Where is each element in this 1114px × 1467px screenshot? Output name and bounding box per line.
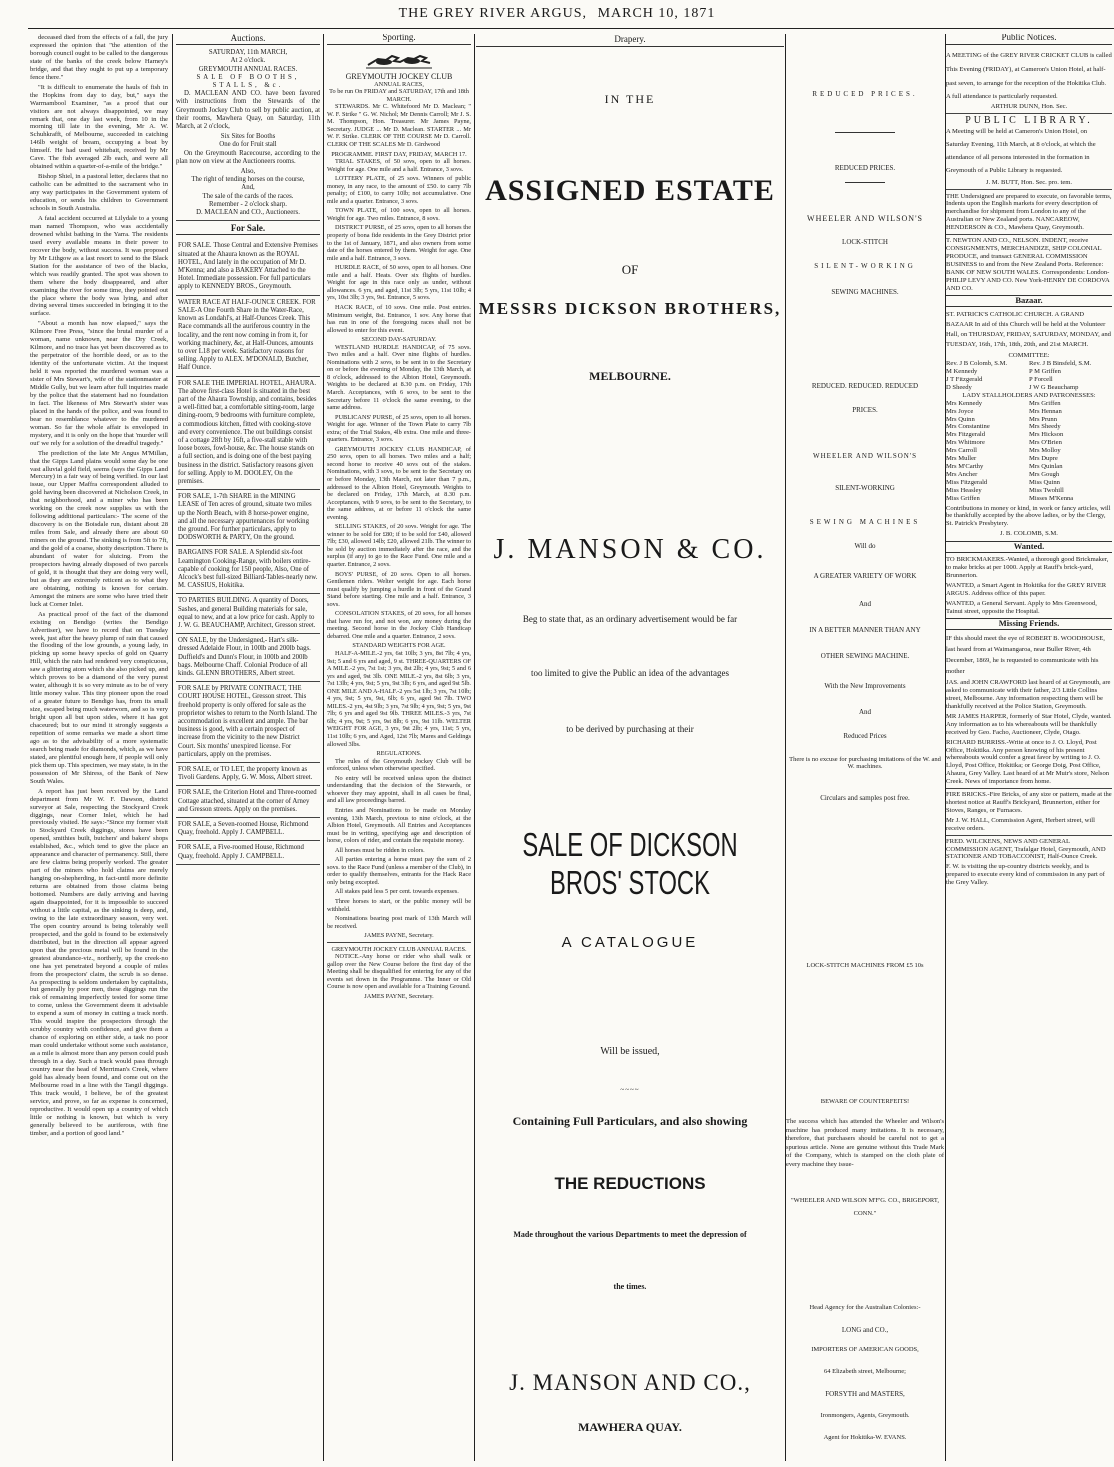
beg-line: Beg to state that, as an ordinary advertisement would be far (522, 614, 738, 624)
news-paragraph: A fatal accident occurred at Lilydale to a young man named Thompson, who was accidentally drowned whilst bathing in the Yarra. The residents used every available means in their power to recover the body, without success. It was proposed by Mr Lithgow as a last resort to send to the Black Station for the assistance of two of the blacks, which was readily granted. The spot was shown to them where the body disappeared, and after examining the river for some time, they pointed out the place where the body was lying, and after diving several times succeeded in bringing it to the surface. (30, 214, 168, 318)
committee-row (946, 360, 1112, 368)
of-line: OF (621, 262, 639, 277)
sewing-line: 64 Elizabeth street, Melbourne; (824, 1368, 906, 1375)
race-entry: DISTRICT PURSE, of 25 sovs, open to all horses the property of bona fide residents in the Grey District prior to the 1st of January, 1871, and also owners from some date of the horses entered by them. Weight for age. One mile and a half. Entrance, 3 sovs. (327, 224, 471, 262)
committee-member: P Forcell (1029, 376, 1053, 384)
race-dates: To be run On FRIDAY and SATURDAY, 17th and 18th MARCH. (329, 88, 469, 103)
patroness: Mrs Whitmore (946, 439, 985, 447)
committee-member: Rev. J B Binsfeld, S.M. (1029, 360, 1092, 368)
library-signature: J. M. BUTT, Hon. Sec. pro. tem. (946, 179, 1112, 190)
missing-ad: JAS. and JOHN CRAWFORD last heard of at Greymouth, are asked to communicate with their father, 2/3 Little Collins street, Melbourne. Any information respecting them will be thankfully received at the Police Station, Greymouth. (946, 679, 1111, 711)
club-name: GREYMOUTH JOCKEY CLUB (345, 72, 453, 82)
made-line: Made throughout the various Departments to meet the depression of (513, 1230, 747, 1239)
public-notices-column (946, 34, 1112, 1464)
missing-heading: Missing Friends. (946, 618, 1112, 630)
divider (845, 182, 885, 183)
sewing-line: LONG and CO., (841, 1326, 889, 1334)
auction-line: SATURDAY, 11th MARCH, (208, 49, 288, 57)
patroness-row (946, 495, 1112, 503)
auction-item: One do for Fruit stall (219, 141, 277, 149)
news-paragraph: The prediction of the late Mr Angus M'Millan, that the Gipps Land plains would some day be one vast alluvial gold field, seems (says the Gipps Land Mercury) in a fair way of being verified. In our last issue, our Upper Maffra correspondent alluded to gold having been discovered at Nicholson Creek, in that neighborhood, and a miner who has been working on the creek now supplies us with the following additional particulars:- The scene of the discovery is on the Boisdale run, distant about 28 miles from Sale, and already there are about 60 miners on the ground. The sinking is from 5ft to 7ft, and the gold of a coarse, shotty description. There is abundant of water for sluicing. From the prospectors having already disposed of two parcels of gold, it is thought that they are doing very well, but as they are extremely reticent as to what they are obtaining, nothing is known for certain. Amongst the miners are some who have tried their luck at Corner Inlet. (30, 449, 168, 608)
sewing-line: SILENT-WORKING (814, 262, 916, 270)
sewing-line: Circulars and samples post free. (820, 794, 910, 802)
notice-club: GREYMOUTH JOCKEY CLUB ANNUAL RACES. (331, 945, 467, 953)
sale-ad: FOR SALE, 1-7th SHARE in the MINING LEASE of Ten acres of ground, situate two miles up the North Beach, with 8 horse-power engine, and all the necessary appurtenances for working the ground. For further particulars, apply to DODSWORTH & PARTY, On the ground. (176, 490, 320, 546)
regulation: Nominations bearing post mark of 13th March will be received. (327, 915, 471, 930)
sale-ad: ON SALE, by the Undersigned,- Hart's silk-dressed Adelaide Flour, in 100lb and 200lb bags. Duffield's and Dunn's Flour, in 100lb and 200lb bags. Melbourne Chaff. Colonial Produce of all kinds. GLENN BROTHERS, Albert street. (176, 634, 320, 682)
sewing-line: The success which has attended the Wheeler and Wilson's machine has produced many imitations. It is necessary, therefore, that purchasers should be careful not to get a spurious article. None are genuine without this Trade Mark of the Company, which is stamped on the cloth plate of every machine they issue- (786, 1118, 944, 1168)
auction-body: D. MACLEAN AND CO. have been favored with instructions from the Stewards of the Greymouth Jockey Club to sell by public auction, at their rooms, Mawhera Quay, on Saturday, 11th March, at 2 o'clock, (176, 90, 320, 131)
wanted-heading: Wanted. (946, 541, 1112, 553)
sale-ad: BARGAINS FOR SALE. A Splendid six-foot Leamington Cooking-Range, with boilers entire-capable of cooking for 150 people, Also, One of Alcock's best full-sized Billiard-Tables-nearly new. M. CASSIUS, Hokitika. (176, 546, 320, 594)
containing-line: Containing Full Particulars, and also showing (512, 1114, 748, 1128)
manson-and-co-title: J. MANSON AND CO., (509, 1370, 751, 1395)
regulation: All horses must be ridden in colors. (335, 846, 425, 854)
sewing-line: SEWING MACHINES. (831, 288, 899, 296)
cricket-signature: ARTHUR DUNN, Hon. Sec. (946, 103, 1112, 114)
cricket-notice: A MEETING of the GREY RIVER CRICKET CLUB is called This Evening (FRIDAY), at Cameron's Union Hotel, at half-past seven, to arrange for the reception of the Hokitika Club. (946, 51, 1112, 87)
regulation: The rules of the Greymouth Jockey Club will be enforced, unless when otherwise specified. (327, 757, 471, 773)
committee-member: Rev. J B Colomb, S.M. (946, 360, 1008, 368)
sewing-line: SILENT-WORKING (835, 484, 895, 492)
patroness: Mrs Prunn (1029, 415, 1058, 423)
patroness: Mrs Gough (1029, 470, 1060, 478)
mawhera-quay-line: MAWHERA QUAY. (578, 1420, 682, 1434)
drapery-advert (476, 34, 784, 1454)
sale-ad: WATER RACE AT HALF-OUNCE CREEK. FOR SALE-A One Fourth Share in the Water-Race, known as Londahl's, at Half-Ounces Creek. This Race commands all the auriferous country in the locality, and the rent now coming in from it, for working machinery, &c, at Half-Ounces, amounts to over L18 per week. Satisfactory reasons for selling. Apply to ALEX. M'DONALD, Butcher, Half Ounce. (176, 296, 320, 377)
patroness: Mrs O'Brien (1029, 439, 1062, 447)
committee-heading: COMMITTEE: (1008, 352, 1050, 360)
sale-title: SALE OF DICKSON BROS' STOCK (522, 826, 738, 901)
patroness-row (946, 455, 1112, 463)
masthead (0, 6, 1114, 22)
racehorse-engraving (327, 49, 471, 74)
patroness: Mrs Ancher (946, 470, 978, 478)
fire-bricks-ad: FIRE BRICKS.-Fire Bricks, of any size or pattern, made at the shortest notice at Rauff's Brickyard, Brunnerton, either for Stoves, Ranges, or Furnaces. (946, 788, 1112, 815)
catalogue-line: A CATALOGUE (561, 934, 699, 951)
assigned-estate-title: ASSIGNED ESTATE (485, 174, 775, 207)
news-paragraph: deceased died from the effects of a fall, the jury expressed the opinion that "the attention of the borough council ought to be called to the dangerous state of the banks of the creek below Harney's bridge, and that they ought to put up a temporary fence there." (30, 34, 168, 81)
race-entry: WESTLAND HURDLE HANDICAP, of 75 sovs. Two miles and a half. Over nine flights of hurdles. Nominations with 2 sovs, to be sent in to the Secretary on or before the evening of Monday, the 13th March, at 8 o'clock, addressed to the Albion Hotel, Greymouth. Weights to be declared at 8.30 p.m. on Friday, 17th March. Acceptances, with 6 sovs, to be sent to the Secretary before 11 o'clock the same evening, to the same address. (327, 343, 471, 412)
patroness-row (946, 400, 1112, 408)
fire-bricks-ad: Mr J. W. HALL, Commission Agent, Herbert street, will receive orders. (946, 816, 1095, 832)
patroness-row (946, 431, 1112, 439)
patroness: Mrs Quinlan (1029, 463, 1063, 470)
auction-line: GREYMOUTH ANNUAL RACES. (198, 65, 298, 73)
sale-ad: FOR SALE, or TO LET, the property known as Tivoli Gardens. Apply, G. W. Moss, Albert street. (176, 763, 320, 786)
race-entry: HURDLE RACE, of 50 sovs, open to all horses. One mile and a half. Heats. Over six flights of hurdles. Weight for age in this race only as under, without allowances. 6 yrs, and aged, 11st 3lb; 5 yrs, 11st 10lb; 4 yrs, 10st 3lb; 3 yrs, 9st. Entrance, 5 sovs. (327, 264, 471, 302)
in-the-line: IN THE (604, 92, 656, 106)
wanted-ad: WANTED, a General Servant. Apply to Mrs Greenwood, Tainui street, opposite the Hospital. (946, 599, 1097, 615)
sewing-line: Agent for Hokitika-W. EVANS. (823, 1434, 907, 1441)
melbourne-line: MELBOURNE. (589, 369, 671, 383)
sewing-line: Will do (854, 542, 876, 550)
paper-date: MARCH 10, 1871 (597, 6, 716, 21)
drapery-heading: Drapery. (476, 34, 784, 47)
sewing-line: With the New Improvements (824, 682, 906, 690)
auction-item: The right of tending horses on the course, (191, 176, 305, 184)
race-entry: LOTTERY PLATE, of 25 sovs. Winners of public money, in any race, to the amount of £50. to carry 7lb penalty; of £100, to carry 10lb; not accumulative. One mile and a quarter. Entrance, 3 sovs. (327, 175, 471, 205)
sewing-advert (786, 34, 944, 1454)
auction-item: D. MACLEAN and CO., Auctioneers. (176, 209, 320, 221)
sewing-line: WHEELER AND WILSON'S (813, 452, 917, 460)
sale-ad: FOR SALE THE IMPERIAL HOTEL, AHAURA. The above first-class Hotel is situated in the best part of the Ahaura Township, and contains, besides a well-fitted bar, a comfortable sitting-room, large dining-room, 9 bedrooms with furniture complete, a commodious kitchen, fitted with cooking-stove and every convenience. The out buildings consist of a cottage 28ft by 16ft, a five-stall stable with loose boxes, fowl-house, &c. The house stands on a full section, and is doing one of the best paying business in the district. Satisfactory reasons given for selling. Apply to M. DOOLEY, On the premises. (176, 377, 320, 491)
sporting-column (327, 34, 471, 1467)
sewing-line: BEWARE OF COUNTERFEITS! (820, 1098, 910, 1105)
nancarrow-notice: THE Undersigned are prepared to execute, on favorable terms, Indents upon the English markets for every description of merchandise for shipment from London to any of the Australian or New Zealand ports. NANCAREOW, HENDERSON & CO., Mawhera Quay, Greymouth. (946, 192, 1112, 232)
news-paragraph: "About a month has now elapsed," says the Kilmore Free Press, "since the brutal murder of a woman, name unknown, near the Dry Creek, Kilmore, and no trace has yet been discovered as to the perpetrator of the horrible deed, or as to the identity of the unfortunate victim. At the inquest held it was reported the murdered woman was a sister of Mrs Stewart's, wife of the stationmaster at Middle Gully, but we learn after full inquiries made by the police that the statement had no foundation in fact. The likeness of Mrs Stewart's sister was placed in the hands of the police, and was found to bear no resemblance whatever to the murdered woman. So far the whole affair is enveloped in mystery, and it is only on the hope that 'murder will out' we rely for a solution of the dreadful tragedy." (30, 320, 168, 447)
sale-ad: FOR SALE, the Criterion Hotel and Three-roomed Cottage attached, situated at the corner of Arney and Gresson streets. Apply on the premises. (176, 786, 320, 818)
column-rule (172, 34, 173, 1461)
paper-title: THE GREY RIVER ARGUS, (398, 6, 588, 21)
club-notice: NOTICE.-Any horse or rider who shall walk or gallop over the New Course before the first day of the Meeting shall be disqualified for entering for any of the events set down in the Programme. The Inner or Old Course is now open and available for a Training Ground. (327, 953, 471, 991)
committee-row (946, 368, 1112, 376)
committee-member: J T Fitzgerald (946, 376, 983, 384)
race-entry: CONSOLATION STAKES, of 20 sovs, for all horses that have run for, and not won, any money during the meeting. Second horse in the Jockey Club Handicap debarred. One mile and a quarter. Entrance, 2 sovs. (327, 610, 471, 640)
library-notice: A Meeting will be held at Cameron's Union Hotel, on Saturday Evening, 11th March, at 8 o'clock, at which the attendance of all persons interested in the formation in Greymouth of a Public Library is requested. (946, 127, 1096, 174)
bazaar-heading: Bazaar. (946, 295, 1112, 307)
sewing-line: LOCK-STITCH MACHINES FROM £5 10s (806, 962, 924, 969)
patroness-row (946, 479, 1112, 487)
news-paragraph: Bishop Shiel, in a pastoral letter, declares that no catholic can be admitted to the sacrament who in any way participates in the Government system of education, or sends his children to Government schools in South Australia. (30, 173, 168, 213)
regulation: Three horses to start, or the public money will be withheld. (327, 897, 471, 913)
patroness: Mrs Molloy (1029, 447, 1061, 455)
committee-row (946, 376, 1112, 384)
programme-heading: PROGRAMME. FIRST DAY, FRIDAY, MARCH 17. (331, 150, 467, 158)
wanted-ad: TO BRICKMAKERS.-Wanted, a thorough good Brickmaker, to make bricks at per 1000. Apply at Rauff's brick-yard, Brunnerton. (946, 556, 1109, 579)
reductions-title: THE REDUCTIONS (554, 1174, 706, 1193)
messrs-line: MESSRS DICKSON BROTHERS, (478, 299, 782, 318)
auction-item: Six Sites for Booths (220, 133, 276, 141)
column-rule (323, 34, 324, 1461)
wilckens-ad: FRED. WILCKENS, NEWS AND GENERAL COMMISSION AGENT, Trafalgar Hotel, Greymouth, AND STATIONER AND TOBACCONIST, Half-Ounce Creek. (946, 835, 1112, 862)
club-sub: ANNUAL RACES, (374, 80, 424, 88)
forsale-heading: For Sale. (176, 224, 320, 235)
committee-member: M Kennedy (946, 368, 978, 376)
second-day-heading: SECOND DAY-SATURDAY. (361, 336, 437, 344)
wilckens-ad: F. W. is visiting the up-country districts weekly, and is prepared to execute every kind of commission in any part of the Grey Valley. (946, 863, 1105, 887)
sewing-line: IN A BETTER MANNER THAN ANY (809, 626, 921, 634)
auction-line: At 2 o'clock. (230, 57, 266, 65)
sewing-line: IMPORTERS OF AMERICAN GOODS, (811, 1346, 919, 1353)
regulation: All parties entering a horse must pay the sum of 2 sovs. to the Race Fund (unless a member of the Club), in order to qualify themselves, entrants for the Hack Race only being excepted. (327, 856, 471, 886)
race-entry: TOWN PLATE, of 100 sovs, open to all horses. Weight for age. Two miles. Entrance, 8 sovs. (327, 207, 471, 222)
sewing-line: There is no excuse for purchasing imitations of the W. and W. machines. (789, 756, 941, 770)
sale-ad: FOR SALE, a Five-roomed House, Richmond Quay, freehold. Apply J. CAMPBELL. (176, 841, 320, 864)
auction-item: Remember - 2 o'clock sharp. (208, 200, 288, 208)
cricket-notice: A full attendance is particularly requested. (946, 92, 1058, 100)
committee-member: J W G Beauchamp (1029, 383, 1079, 391)
weights-table: HALF-A-MILE.-2 yrs, 6st 10lb; 3 yrs, 8st 7lb; 4 yrs, 9st; 5 and 6 yrs and aged, 9 st. THREE-QUARTERS OF A MILE.-2 yrs, 7st 1st; 3 yrs, 8st 2lb; 4 yrs, 9st; 5 and 6 yrs and aged, 9st 3lb. ONE MILE.-2 yrs, 8st 6lb; 3 yrs, 7st 13lb; 4 yrs, 9st; 5 yrs, 9st 3lb; 6 yrs, and aged 9st 5lb. ONE MILE AND A-HALF.-2 yrs 5st 1lb; 3 yrs, 7st 10lb; 4 yrs, 9st; 5 yrs, 9st, 6lb; 6 yrs, aged 9st 7lb. TWO MILES.-2 yrs, 4st 9lb; 3 yrs, 7st 9lb; 4 yrs, 9st; 5 yrs, 9st 7lb; 6 yrs and aged 9st 9lb. THREE MILES.-3 yrs, 7st 6lb; 4 yrs, 9st; 5 yrs, 9st 8lb; 6 yrs, 9st 11lb. WELTER WEIGHT FOR AGE, 3 yrs, 9st 2lb; 4 yrs, 11st; 5 yrs, 11st 10lb; 6 yrs, and Aged, 12st 7lb; Mares and Geldings allowed 3lbs. (327, 650, 471, 748)
race-entry: SELLING STAKES, of 20 sovs. Weight for age. The winner to be sold for £80; if to be sold for £40, allowed 7lb; £30, allowed 14lb; £20, allowed 21lb. The winner to be sold by auction immediately after the race, and the surplus (if any) to go to the Race Fund. One mile and a quarter. Entrance, 2 sovs. (327, 523, 471, 568)
patroness-row (946, 408, 1112, 416)
ornament: ~~~~ (620, 1086, 640, 1094)
patroness: Miss Twohill (1029, 486, 1064, 494)
sewing-line: WHEELER AND WILSON'S (807, 214, 923, 223)
patroness: Mrs M'Carthy (946, 463, 984, 470)
sale-ad: FOR SALE, a Seven-roomed House, Richmond Quay, freehold. Apply J. CAMPBELL. (176, 818, 320, 841)
times-line: the times. (613, 1282, 647, 1291)
divider (835, 132, 895, 133)
auction-item: And, (241, 184, 255, 192)
race-entry: GREYMOUTH JOCKEY CLUB HANDICAP, of 250 sovs, open to all horses. Two miles and a half; second horse to receive 40 sovs out of the stakes. Nominations, with 3 sovs, to be sent to the Secretary on or before Monday, 13th March, not later than 7 p.m., addressed to the Albion Hotel, Greymouth. Weights to be declared on Friday, 17th March, at 8.30 p.m. Acceptances, with 9 sovs, to be sent to the Secretary, to the same address, at or before 11 o'clock the same evening. (327, 445, 471, 521)
sewing-line: Ironmongers, Agents, Greymouth. (820, 1412, 910, 1419)
wanted-ad: WANTED, a Smart Agent in Hokitika for the GREY RIVER ARGUS. Address office of this paper. (946, 581, 1107, 597)
sale-ad: TO PARTIES BUILDING. A quantity of Doors, Sashes, and general Building materials for sale, equal to new, and at a low price for cash. Apply to J. W. G. BEAUCHAMP, Architect, Gresson street. (176, 594, 320, 634)
public-notices-heading: Public Notices. (946, 34, 1112, 45)
patroness: Mrs Carroll (946, 447, 977, 455)
patroness: Mrs Dupre (1029, 455, 1058, 463)
missing-ad: IF this should meet the eye of ROBERT B. WOODHOUSE, last heard from at Waimangaroa, near Buller River, 4th December, 1869, he is requested to communicate with his mother (946, 635, 1105, 676)
committee-member: P M Griffen (1029, 368, 1061, 376)
manson-title: J. MANSON & CO. (493, 534, 767, 565)
patroness: Mrs Joyce (946, 407, 974, 415)
patroness: Miss Heasley (946, 486, 982, 494)
patroness: Mrs Quinn (946, 415, 975, 423)
regulation-signature: JAMES PAYNE, Secretary. (327, 932, 471, 943)
regulation: All stakes paid less 5 per cent. towards expenses. (335, 888, 459, 896)
sewing-line: PRICES. (852, 406, 878, 414)
sewing-line: REDUCED. REDUCED. REDUCED (811, 382, 919, 390)
auctions-heading: Auctions. (176, 34, 320, 45)
patroness-row (946, 439, 1112, 447)
sewing-line: And (858, 708, 872, 716)
race-entry: HACK RACE, of 10 sovs. One mile. Post entries. Minimum weight, 8st. Entrance, 1 sov. Any horse that has run in one of the foregoing races shall not be allowed to enter for this event. (327, 303, 471, 334)
missing-ad: RICHARD BURRISS.-Write at once to J. O. Lloyd, Post Office, Hokitika. Any person knowing of his present whereabouts would confer a great favor by writing to J. O. Lloyd, Post Office, Hokitika; or George Doig, Post Office, Ahaura, Grey Valley. Last heard of at Mr Muir's store, Nelson Creek. News of importance from home. (946, 738, 1110, 786)
patroness: Misses M'Kenna (1029, 494, 1074, 502)
auction-item: On the Greymouth Racecourse, according to the plan now on view at the Auctioneers rooms. (176, 149, 320, 165)
sewing-line: REDUCED PRICES. (812, 90, 918, 98)
sewing-line: Reduced Prices (843, 732, 887, 740)
auction-line: SALE OF BOOTHS, STALLS, &c. (196, 73, 300, 90)
race-entry: PUBLICANS' PURSE, of 25 sovs, open to all horses. Weight for age. Winner of the Town Plate to carry 7lb extra; of the Trial Stakes, 4lb extra. One mile and three-quarters. Entrance, 3 sovs. (327, 413, 471, 444)
patroness: Mrs Griffen (1029, 399, 1061, 407)
sewing-line: FORSYTH and MASTERS, (825, 1390, 905, 1398)
sewing-line: LOCK-STITCH (842, 238, 888, 246)
patroness-row (946, 463, 1112, 471)
column-rule (474, 34, 475, 1461)
patroness: Mrs Muller (946, 455, 977, 463)
contributions-signature: J. B. COLOMB, S.M. (1000, 530, 1058, 538)
committee-member: D Sheedy (946, 383, 972, 391)
patroness: Miss Griffen (946, 494, 980, 502)
will-be-line: Will be issued, (600, 1046, 660, 1057)
sale-ad: FOR SALE by PRIVATE CONTRACT, THE COURT HOUSE HOTEL, Gresson street. This freehold property is only offered for sale as the proprietor wishes to return to the North Island. The accommodation is excellent and ample. The bar business is good, with a certain prospect of increase from the vicinity to the new District Court. Six months' unexpired license. For particulars, apply on the premises. (176, 682, 320, 763)
patroness: Mrs Hennan (1029, 407, 1062, 415)
ladies-heading: LADY STALLHOLDERS AND PATRONESSES: (962, 391, 1096, 399)
patroness: Mrs Fitzgerald (946, 431, 986, 439)
notice-signature: JAMES PAYNE, Secretary. (364, 992, 434, 1000)
news-column (30, 34, 168, 1467)
regulation: No entry will be received unless upon the distinct understanding that the decision of the Stewards, or whoever they may appoint, shall in all cases be final, and all law proceedings barred. (327, 774, 471, 805)
patroness-row (946, 416, 1112, 424)
patroness-row (946, 471, 1112, 479)
regulations-heading: REGULATIONS. (376, 750, 422, 758)
patroness: Mrs Hickson (1029, 431, 1064, 439)
patroness-row (946, 423, 1112, 431)
sporting-heading: Sporting. (327, 34, 471, 45)
sewing-line: "WHEELER AND WILSON M'F'G. CO., BRIGEPORT, CONN." (791, 1197, 939, 1217)
patroness-row (946, 447, 1112, 455)
masthead-rule (28, 28, 1114, 29)
sewing-line: OTHER SEWING MACHINE. (820, 652, 910, 660)
patroness: Miss Fitzgerald (946, 478, 988, 486)
library-heading: PUBLIC LIBRARY. (965, 114, 1093, 126)
race-officials: STEWARDS. Mr C. Whitefoord Mr D. Maclean; " W. F. Strike " G. W. Nichol; Mr Dennis Carroll; Mr J. S. M. Thompson, Hon. Treasurer. Mr James Payne, Secretary. JUDGE ... Mr D. Maclean. STARTER ... Mr W. F. Strike. CLERK OF THE COURSE Mr D. Carroll. CLERK OF THE SCALES Mr D. Girdwood (327, 103, 471, 149)
patroness: Mrs Constantine (946, 423, 990, 431)
news-paragraph: "It is difficult to enumerate the hauls of fish in the Hopkins from day to day, but," says the Warrnambool Examiner, "as a proof that our visitors are not always disappointed, we may remark that, one day last week, from 10 in the morning till late in the evening, Mr A. W. Schuhkrafft, of Melbourne, succeeded in catching 146lb weight of bream, occupying a boat by himself. He had used whitebait, received by Mr Cave. The fish averaged 2lb each, and were all obtained within a quarter-of-a-mile of the bridge." (30, 83, 168, 171)
racehorse-icon (364, 49, 434, 71)
auction-item: The sale of the cards of the races. (202, 192, 294, 200)
missing-ad: MR JAMES HARPER, formerly of Star Hotel, Clyde, wanted. Any information as to his whereabouts will be thankfully received by Geo. Facho, Auctioneer, Clyde, Otago. (946, 712, 1112, 736)
race-entry: BOYS' PURSE, of 20 sovs. Open to all horses. Gentlemen riders. Welter weight for age. Each horse must qualify by jumping a hurdle in front of the Grand Stand before starting. One mile and a half. Entrance, 3 sovs. (327, 570, 471, 608)
sewing-line: And (858, 600, 872, 608)
sewing-line: A GREATER VARIETY OF WORK (813, 572, 917, 580)
patroness-row (946, 487, 1112, 495)
patroness: Mrs Sheedy (1029, 423, 1061, 431)
regulation: Entries and Nominations to be made on Monday evening, 13th March, previous to nine o'clock, at the Albion Hotel, Greymouth. All Entries and Acceptances must be in writing, specifying age and description of horse, colors of rider, and contain the requisite money. (327, 806, 471, 845)
derived-line: to be derived by purchasing at their (566, 724, 694, 734)
weights-heading: STANDARD WEIGHTS FOR AGE. (352, 642, 446, 650)
news-paragraph: A report has just been received by the Land department from Mr W. F. Dawson, district surveyor at Sale, respecting the Stockyard Creek diggings, near Corner Inlet, which he had previously visited. He says:-"Since my former visit to Stockyard Creek diggings, stores have been opened, smithies built, butchers' and bakers' shops established, &c., which tend to give the place an appearance and character of permanency. Still, there are few claims being properly worked. The greater part of the miners who hold claims are merely hanging on-shepherding, in fact-until more definite returns are obtained from those claims being bottomed. Numbers are daily arriving and having again disappointed, for it is impossible to succeed without a little capital, as the sinking is deep, and, owing to the late extraordinary season, very wet. The open country around is being tolerably well prospected, and the gold is found to be extensively distributed, but in the direction all appear agreed upon that the precious metal will be found in the greatest abundance-viz., northerly, up the creek-no one has yet penetrated beyond a couple of miles from the prospectors' claim, the scrub is so dense. As prospecting is seldom undertaken by capitalists, but generally by poor men, these diggings run the risk of remaining imperfectly tested for some time to come, unless the Government deem it advisable to expend a sum of money in cutting a track north. This would inspire the prospectors through the scrubby country with confidence, and give them a chance of exploring on either side, a task no poor man could undertake without some such assistance, as a mile is almost more than any person could push through in a day. Such a track would pass through country near the head of Merriman's Creek, where gold has already been found, and come out on the Melbourne road in a line with the Tangil diggings. This track would, I believe, be of the greatest service, and prove, so far as expense is concerned, reproductive. It would open up a country of which little or nothing is known, but which is very generally believed to be auriferous, with fine timber, and a portion of good land." (30, 787, 168, 1137)
sewing-line: Head Agency for the Australian Colonies:- (809, 1304, 921, 1311)
newton-notice: T. NEWTON AND CO., NELSON. INDENT, receive CONSIGNMENTS, MERCHANDIZE, SHIP COLONIAL PRODUCE, and transact GENERAL COMMISSION BUSINESS to and from the New Zealand Ports. Reference: BANK OF NEW SOUTH WALES. Correspondents: London-PHILIP LEVY AND CO. New York-HENRY DE CORDOVA AND CO. (946, 234, 1112, 292)
patroness: Miss Quinn (1029, 478, 1060, 486)
bazaar-notice: ST. PATRICK'S CATHOLIC CHURCH. A GRAND BAZAAR In aid of this Church will be held at the Volunteer Hall, on THURSDAY, FRIDAY, SATURDAY, MONDAY, and TUESDAY, 16th, 17th, 18th, 20th, and 21st MARCH. (946, 311, 1111, 349)
committee-row (946, 384, 1112, 392)
sewing-line: REDUCED PRICES. (834, 164, 896, 172)
patroness: Mrs Kennedy (946, 399, 983, 407)
race-entry: TRIAL STAKES, of 50 sovs, open to all horses. Weight for age. One mile and a half. Entrance, 3 sovs. (327, 158, 471, 173)
sale-ad: FOR SALE. Those Central and Extensive Premises situated at the Ahaura known as the ROYAL HOTEL, And lately in the occupation of Mr D. M'Kenna; and also a BAKERY Attached to the Hotel. Immediate possession. For full particulars apply to KENNEDY BROS., Greymouth. (176, 239, 320, 295)
limited-line: too limited to give the Public an idea of the advantages (531, 668, 729, 678)
auctions-column (176, 34, 320, 1467)
auction-item: Also, (240, 168, 256, 176)
contributions-notice: Contributions in money or kind, in work or fancy articles, will be thankfully accepted by the above ladies, or by the Clergy, St. Patrick's Presbytery. (946, 504, 1111, 528)
news-paragraph: As practical proof of the fact of the diamond existing on Bendigo (writes the Bendigo Advertiser), we have to record that on Tuesday week, just after the heavy plump of rain that caused the flooding of the low grounds, a young lady, in picking up some heavy specks of gold on Quarry Hill, which the rain had rendered very conspicuous, saw a glittering atom which she also picked up, and which proves to be a diamond of the very purest water, although it is so very minute as to be of very little money value. This tiny pioneer upon the road of a greater future to Bendigo has, from its small size, escaped being much waterworn, and so is very bright upon all but upon sides, where it has got chaceured; but to our mind it strongly suggests a repetition of some remarks we made a short time ago as to the advisability of a more systematic search being made for diamonds, which, as we have stated, are plentiful enough here, if people will only pick them up. This specimen, we may state, is in the possession of Mr Shiress, of the Bank of New South Wales. (30, 610, 168, 785)
sewing-line: SEWING MACHINES (809, 518, 921, 526)
